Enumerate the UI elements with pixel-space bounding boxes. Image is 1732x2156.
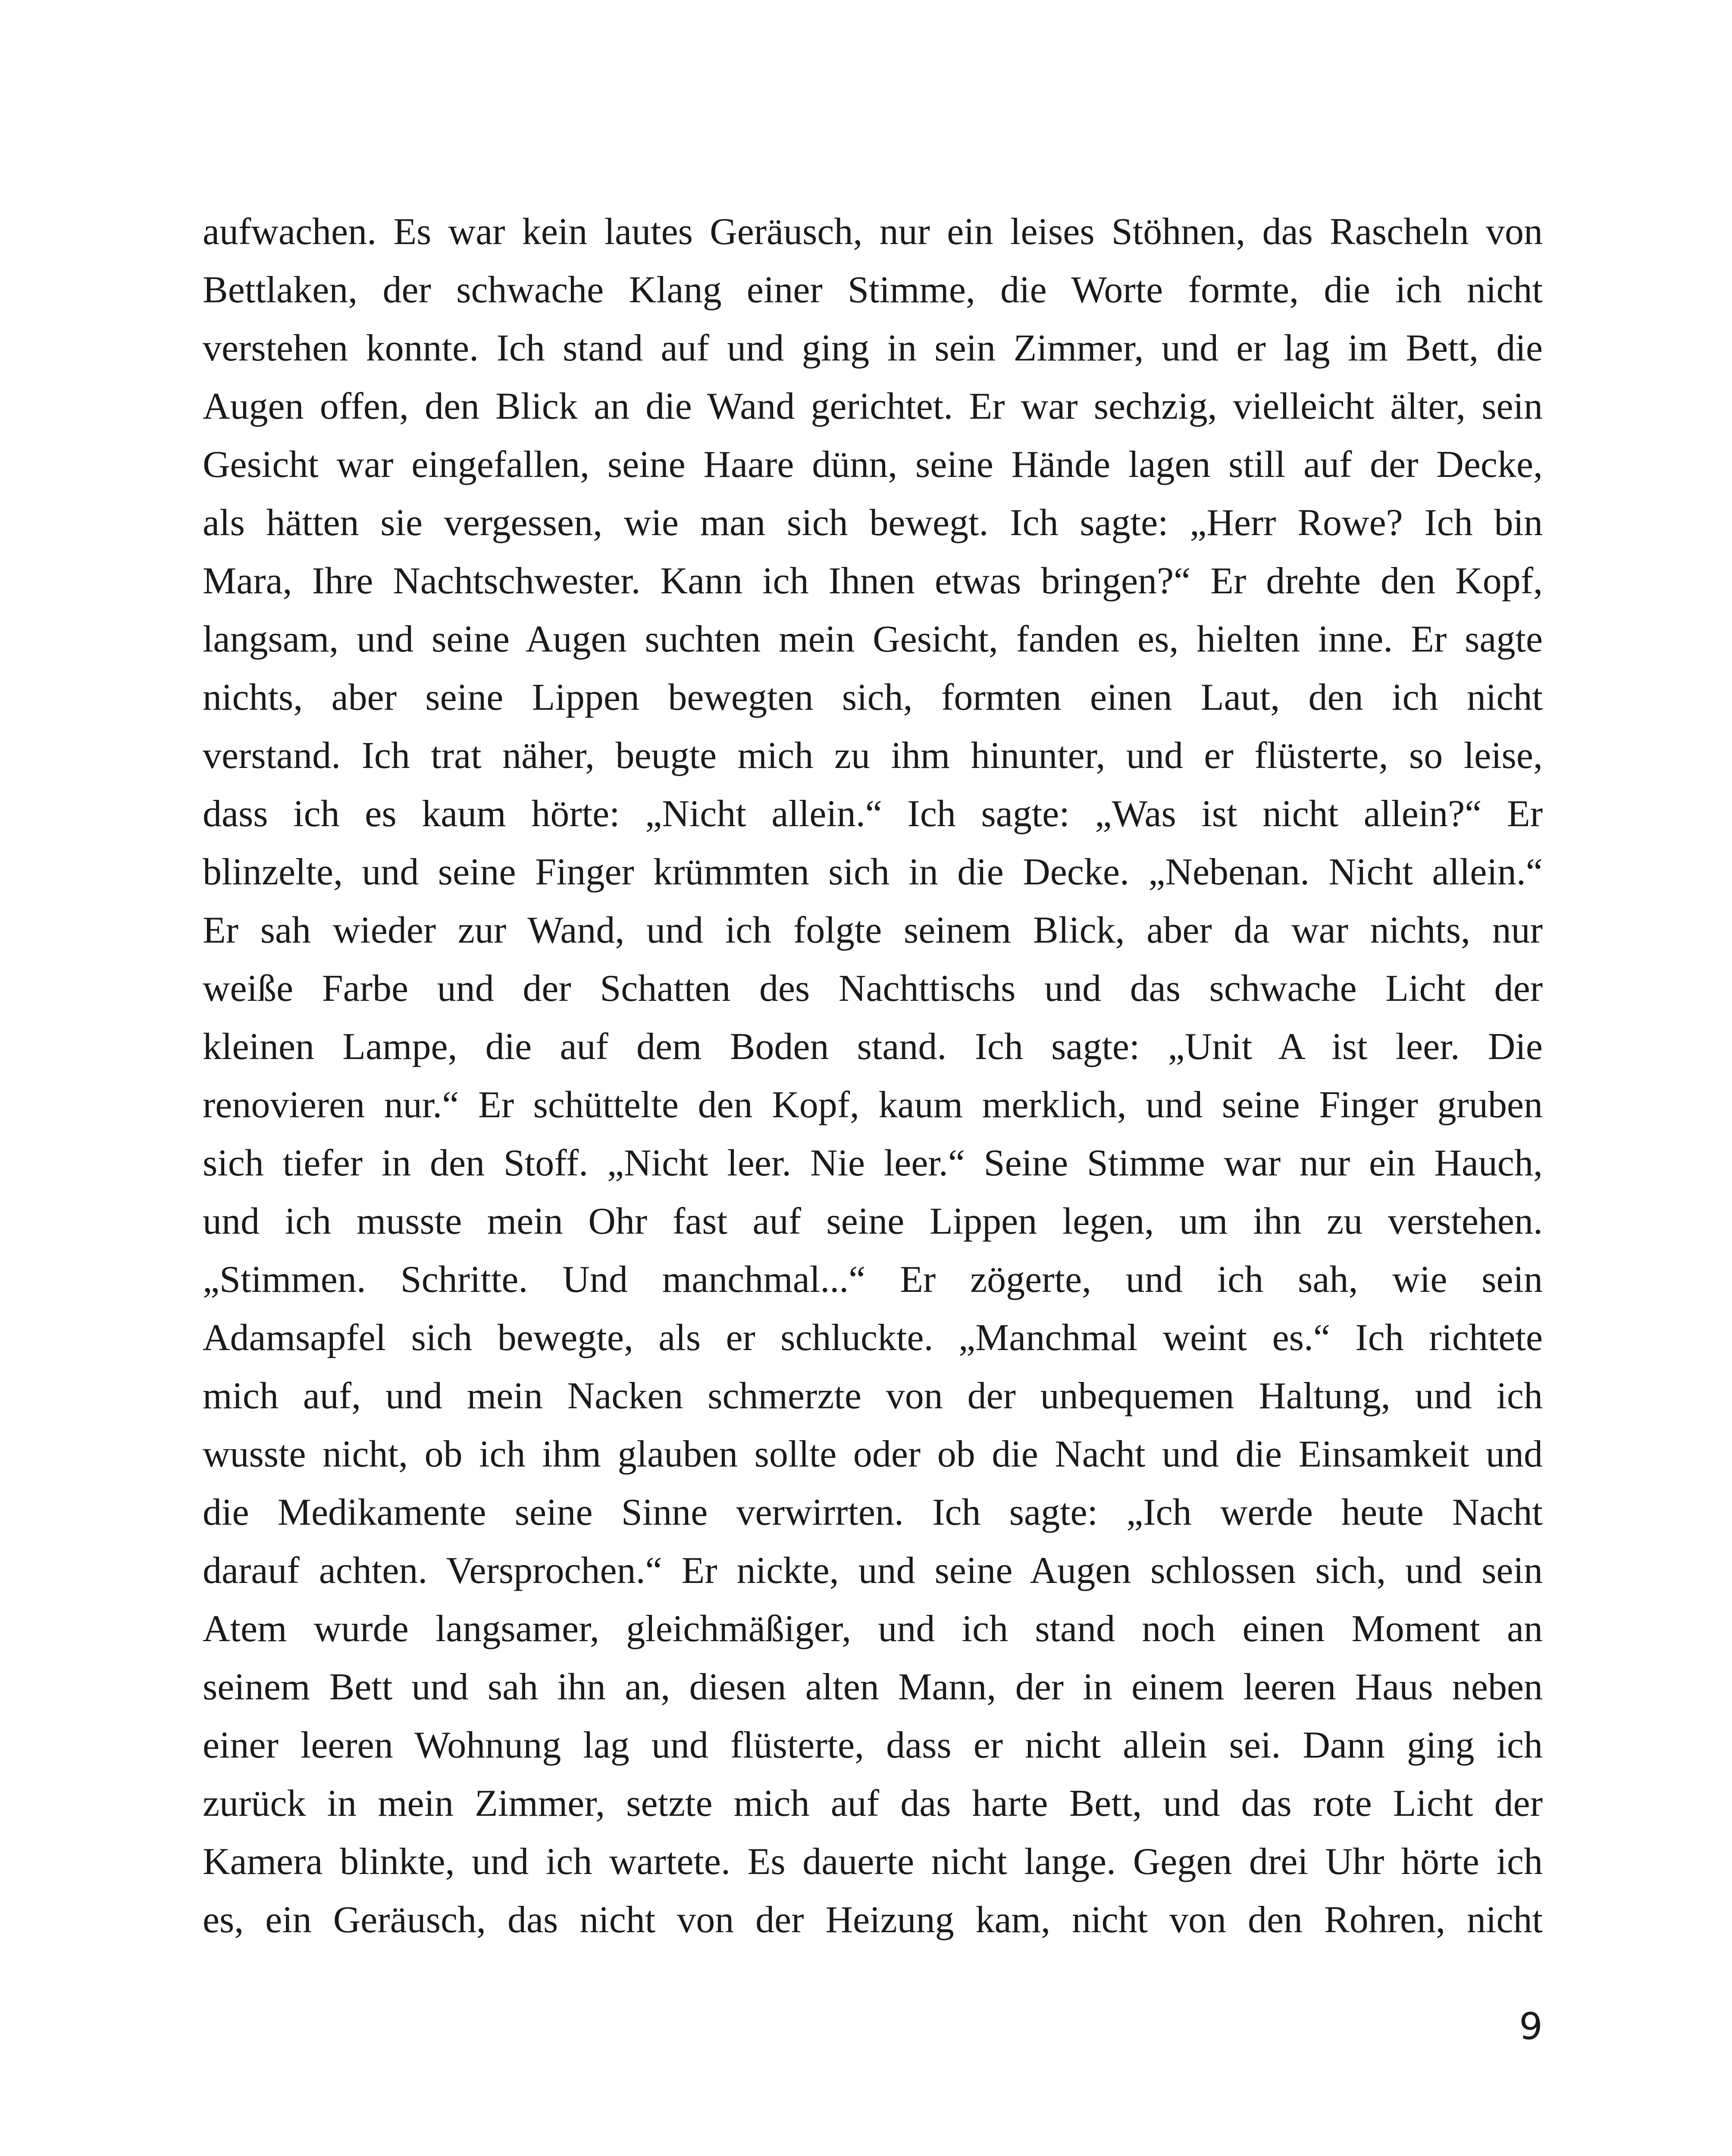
text-line: sich tiefer in den Stoff. „Nicht leer. Nie leer.“ Seine Stimme war nur ein Hauch, <box>203 1142 1543 1184</box>
text-line: darauf achten. Versprochen.“ Er nickte, und seine Augen schlossen sich, und sein <box>203 1550 1543 1592</box>
text-line: es, ein Geräusch, das nicht von der Heizung kam, nicht von den Rohren, nicht <box>203 1899 1543 1941</box>
body-text <box>203 203 1543 1949</box>
text-line: Adamsapfel sich bewegte, als er schluckte. „Manchmal weint es.“ Ich richtete <box>203 1317 1543 1359</box>
page-number: 9 <box>1519 2005 1543 2048</box>
text-line: Gesicht war eingefallen, seine Haare dünn, seine Hände lagen still auf der Decke, <box>203 444 1543 486</box>
text-line: kleinen Lampe, die auf dem Boden stand. Ich sagte: „Unit A ist leer. Die <box>203 1026 1543 1068</box>
text-line: verstand. Ich trat näher, beugte mich zu ihm hinunter, und er flüsterte, so leise, <box>203 735 1543 777</box>
text-line: „Stimmen. Schritte. Und manchmal...“ Er zögerte, und ich sah, wie sein <box>203 1259 1543 1300</box>
text-line: blinzelte, und seine Finger krümmten sich in die Decke. „Nebenan. Nicht allein.“ <box>203 851 1543 893</box>
text-line: wusste nicht, ob ich ihm glauben sollte oder ob die Nacht und die Einsamkeit und <box>203 1433 1543 1475</box>
text-line: mich auf, und mein Nacken schmerzte von der unbequemen Haltung, und ich <box>203 1375 1543 1417</box>
text-line: dass ich es kaum hörte: „Nicht allein.“ Ich sagte: „Was ist nicht allein?“ Er <box>203 793 1543 835</box>
text-line: als hätten sie vergessen, wie man sich bewegt. Ich sagte: „Herr Rowe? Ich bin <box>203 502 1543 544</box>
text-line: Mara, Ihre Nachtschwester. Kann ich Ihnen etwas bringen?“ Er drehte den Kopf, <box>203 560 1543 602</box>
text-line: verstehen konnte. Ich stand auf und ging in sein Zimmer, und er lag im Bett, die <box>203 327 1543 369</box>
text-line: renovieren nur.“ Er schüttelte den Kopf, kaum merklich, und seine Finger gruben <box>203 1084 1543 1126</box>
text-line: Atem wurde langsamer, gleichmäßiger, und ich stand noch einen Moment an <box>203 1608 1543 1650</box>
text-line: langsam, und seine Augen suchten mein Gesicht, fanden es, hielten inne. Er sagte <box>203 618 1543 660</box>
text-line: und ich musste mein Ohr fast auf seine Lippen legen, um ihn zu verstehen. <box>203 1200 1543 1242</box>
text-line: die Medikamente seine Sinne verwirrten. Ich sagte: „Ich werde heute Nacht <box>203 1492 1543 1533</box>
text-line: aufwachen. Es war kein lautes Geräusch, nur ein leises Stöhnen, das Rascheln von <box>203 211 1543 253</box>
text-line: seinem Bett und sah ihn an, diesen alten Mann, der in einem leeren Haus neben <box>203 1666 1543 1708</box>
text-line: Augen offen, den Blick an die Wand gerichtet. Er war sechzig, vielleicht älter, sein <box>203 385 1543 427</box>
text-line: einer leeren Wohnung lag und flüsterte, dass er nicht allein sei. Dann ging ich <box>203 1724 1543 1766</box>
text-line: Bettlaken, der schwache Klang einer Stimme, die Worte formte, die ich nicht <box>203 269 1543 311</box>
text-line: weiße Farbe und der Schatten des Nachttischs und das schwache Licht der <box>203 968 1543 1009</box>
text-line: zurück in mein Zimmer, setzte mich auf das harte Bett, und das rote Licht der <box>203 1783 1543 1824</box>
text-line: nichts, aber seine Lippen bewegten sich, formten einen Laut, den ich nicht <box>203 677 1543 718</box>
text-line: Er sah wieder zur Wand, und ich folgte seinem Blick, aber da war nichts, nur <box>203 909 1543 951</box>
text-line: Kamera blinkte, und ich wartete. Es dauerte nicht lange. Gegen drei Uhr hörte ich <box>203 1841 1543 1883</box>
